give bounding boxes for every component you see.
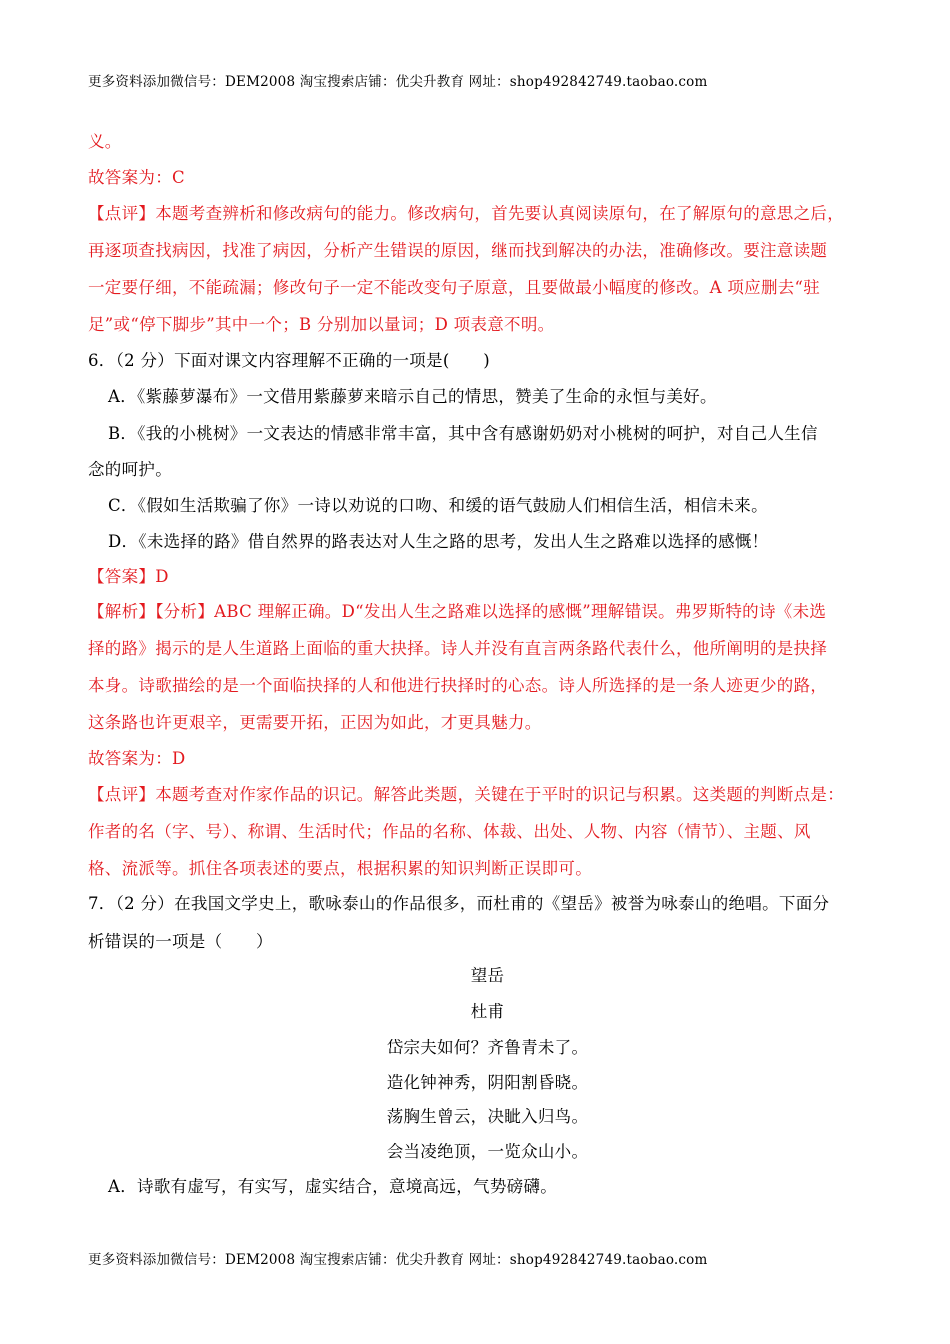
comment-line: 再逐项查找病因，找准了病因，分析产生错误的原因，继而找到解决的办法，准确修改。要注意读题	[88, 241, 828, 260]
comment-line: 格、流派等。抓住各项表述的要点，根据积累的知识判断正误即可。	[88, 859, 592, 878]
question-7: 7．（2 分）在我国文学史上，歌咏泰山的作品很多，而杜甫的《望岳》被誉为咏泰山的绝唱。下面分	[88, 894, 830, 913]
comment-line: 足”或“停下脚步”其中一个；B 分别加以量词；D 项表意不明。	[88, 315, 555, 334]
option-d: D．《未选择的路》借自然界的路表达对人生之路的思考，发出人生之路难以选择的感慨！	[108, 532, 769, 551]
option-b: B．《我的小桃树》一文表达的情感非常丰富，其中含有感谢奶奶对小桃树的呵护，对自己人生信	[108, 424, 818, 443]
option-c: C．《假如生活欺骗了你》一诗以劝说的口吻、和缓的语气鼓励人们相信生活，相信未来。	[108, 496, 768, 515]
question-6: 6．（2 分）下面对课文内容理解不正确的一项是( )	[88, 351, 490, 370]
page-header: 更多资料添加微信号：DEM2008 淘宝搜索店铺：优尖升教育 网址：shop492842749.taobao.com	[88, 74, 708, 90]
analysis-line: 择的路》揭示的是人生道路上面临的重大抉择。诗人并没有直言两条路代表什么，他所阐明的是抉择	[88, 639, 828, 658]
poem-line: 荡胸生曾云，决眦入归鸟。	[386, 1107, 589, 1126]
poem-line: 岱宗夫如何？齐鲁青未了。	[386, 1038, 589, 1057]
option-b-cont: 念的呵护。	[88, 460, 172, 479]
analysis-line: 【解析】【分析】ABC 理解正确。D“发出人生之路难以选择的感慨”理解错误。弗罗斯特的诗《未选	[88, 602, 827, 621]
comment-line: 一定要仔细，不能疏漏；修改句子一定不能改变句子原意，且要做最小幅度的修改。A 项应删去“驻	[88, 278, 821, 297]
page-footer: 更多资料添加微信号：DEM2008 淘宝搜索店铺：优尖升教育 网址：shop492842749.taobao.com	[88, 1252, 708, 1268]
option-a: A．《紫藤萝瀑布》一文借用紫藤萝来暗示自己的情思，赞美了生命的永恒与美好。	[108, 387, 717, 406]
comment-line: 作者的名（字、号）、称谓、生活时代；作品的名称、体裁、出处、人物、内容（情节）、主题、风	[88, 822, 811, 841]
comment-line: 【点评】本题考查辨析和修改病句的能力。修改病句，首先要认真阅读原句，在了解原句的意思之后，	[88, 204, 844, 223]
comment-line: 【点评】本题考查对作家作品的识记。解答此类题，关键在于平时的识记与积累。这类题的判断点是：	[88, 785, 844, 804]
text-line: 义。	[88, 132, 122, 151]
answer-line: 【答案】D	[88, 567, 169, 586]
question-7-cont: 析错误的一项是（ ）	[88, 932, 273, 951]
analysis-line: 这条路也许更艰辛，更需要开拓，正因为如此，才更具魅力。	[88, 713, 542, 732]
poem-author: 杜甫	[470, 1002, 505, 1021]
poem-title: 望岳	[470, 966, 505, 985]
poem-line: 造化钟神秀，阴阳割昏晓。	[386, 1073, 589, 1092]
analysis-line: 本身。诗歌描绘的是一个面临抉择的人和他进行抉择时的心态。诗人所选择的是一条人迹更少的路，	[88, 676, 828, 695]
text-line: 故答案为：C	[88, 168, 185, 187]
option-a: A．诗歌有虚写，有实写，虚实结合，意境高远，气势磅礴。	[108, 1177, 558, 1196]
poem-line: 会当凌绝顶，一览众山小。	[386, 1142, 589, 1161]
answer-line: 故答案为：D	[88, 749, 186, 768]
